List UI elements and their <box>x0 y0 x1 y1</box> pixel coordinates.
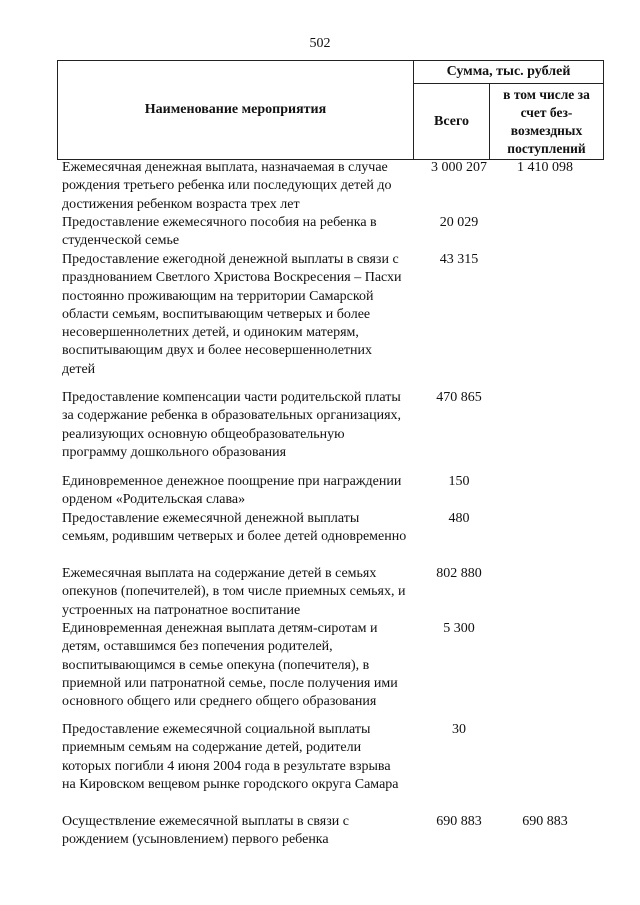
table-row <box>0 813 640 853</box>
header-total-column: Всего <box>414 84 490 159</box>
row-total: 5 300 <box>443 621 475 636</box>
row-name: Предоставление компенсации части родительской платы за содержание ребенка в образовательных организациях, реализующих основную общеобразовательную программу дошкольного образования <box>62 390 402 460</box>
row-name: Предоставление ежегодной денежной выплаты в связи с празднованием Светлого Христова Воскресения – Пасхи постоянно проживающим на территории Самарской области семьям, воспитывающим четверых и более несовершеннолетних детей, и одиноким матерям, воспитывающим двух и более несовершеннолетних детей <box>62 252 402 377</box>
table-row <box>0 473 640 510</box>
row-name: Предоставление ежемесячного пособия на ребенка в студенческой семье <box>62 215 377 249</box>
table-row <box>0 251 640 389</box>
table-row <box>0 510 640 565</box>
row-total: 43 315 <box>439 252 479 267</box>
row-total: 20 029 <box>439 215 479 230</box>
row-total: 470 865 <box>436 390 482 405</box>
row-total: 480 <box>448 511 470 526</box>
table-row <box>0 159 640 214</box>
row-including: 1 410 098 <box>517 160 573 175</box>
row-name: Осуществление ежемесячной выплаты в связи с рождением (усыновлением) первого ребенка <box>62 814 349 848</box>
table-row <box>0 214 640 251</box>
table-body <box>0 159 640 853</box>
row-name: Предоставление ежемесячной денежной выплаты семьям, родившим четверых и более детей одновременно <box>62 511 407 545</box>
header-sum-column: Сумма, тыс. рублей <box>414 61 603 84</box>
row-name: Единовременное денежное поощрение при награждении орденом «Родительская слава» <box>62 474 402 508</box>
row-name: Ежемесячная выплата на содержание детей в семьях опекунов (попечителей), в том числе приемных семьях, и устроенных на патронатное воспитание <box>62 566 406 618</box>
row-total: 150 <box>448 474 470 489</box>
table-row <box>0 620 640 721</box>
header-including-column: в том числе за счет без-возмездных поступлений <box>503 86 590 156</box>
row-name: Ежемесячная денежная выплата, назначаемая в случае рождения третьего ребенка или последующих детей до достижения ребенком возраста трех лет <box>62 160 392 212</box>
table-row <box>0 721 640 813</box>
table-header <box>57 60 604 160</box>
row-total: 690 883 <box>436 814 482 829</box>
row-name: Единовременная денежная выплата детям-сиротам и детям, оставшимся без попечения родителей, воспитывающимся в семье опекуна (попечителя), в приемной или патронатной семье, после получения ими основного общего или среднего общего образования <box>62 621 398 710</box>
row-including: 690 883 <box>522 814 568 829</box>
row-total: 802 880 <box>436 566 482 581</box>
header-name-column: Наименование мероприятия <box>58 61 414 159</box>
page-number: 502 <box>309 36 331 51</box>
row-total: 3 000 207 <box>431 160 487 175</box>
row-total: 30 <box>452 722 466 737</box>
table-row <box>0 565 640 620</box>
row-name: Предоставление ежемесячной социальной выплаты приемным семьям на содержание детей, родители которых погибли 4 июня 2004 года в результате взрыва на Кировском вещевом рынке городского округа Самара <box>62 722 399 792</box>
table-row <box>0 389 640 473</box>
